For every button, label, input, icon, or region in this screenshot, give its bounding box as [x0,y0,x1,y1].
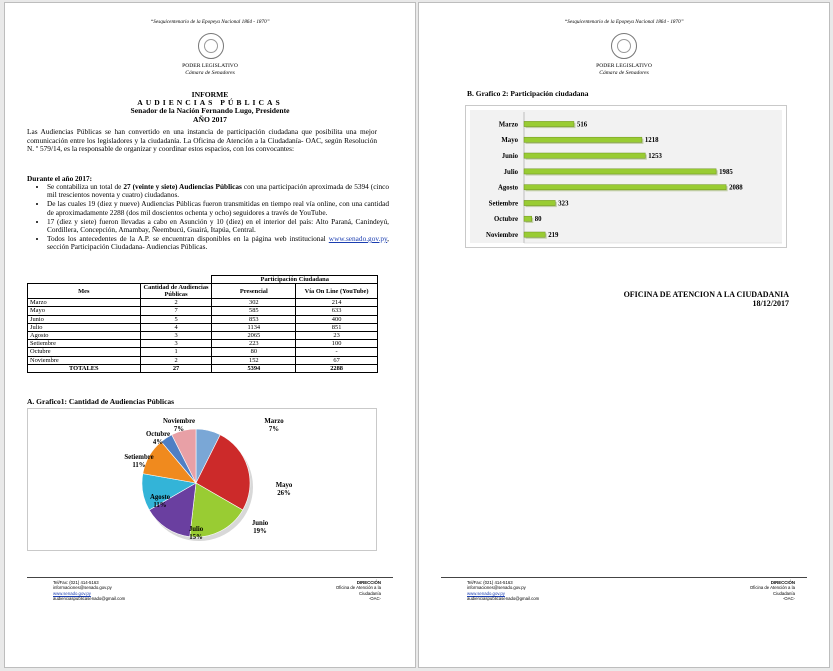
cell-online: - [296,348,378,356]
cell-online: 851 [296,323,378,331]
org-name: PODER LEGISLATIVO [596,63,652,69]
pie-label-category: Marzo [264,418,284,425]
bar-category-label: Julio [503,168,518,176]
pie-label-octubre [138,431,178,446]
cell-presencial: 585 [212,307,296,315]
table-group-header-row [28,276,378,284]
pie-label-percent: 4% [152,438,164,446]
footer-direction-title: DIRECCIÓN [356,580,381,585]
totals-label: TOTALES [28,364,141,372]
bar-octubre [524,216,532,221]
table-row [28,340,378,348]
cell-cantidad: 7 [140,307,212,315]
footer-divider [441,577,807,578]
cell-cantidad: 1 [140,348,212,356]
blank-cell [28,276,141,284]
header-online: Vía On Line (YouTube) [296,284,378,299]
cell-mes: Marzo [28,299,141,307]
totals-presencial: 5394 [212,364,296,372]
office-name: OFICINA DE ATENCION A LA CIUDADANIA [623,290,789,299]
footer-contact [53,580,125,601]
pie-label-percent: 7% [268,425,280,433]
header-quote: “Sesquicentenario de la Epopeya Nacional 1864 - 1870” [564,19,684,25]
pie-label-setiembre [119,454,159,469]
bullet-total [47,183,389,200]
senate-seal-icon [198,33,224,59]
bullet-text: con una participación aproximada de 5394 (cinco mil trescientos noventa y cuatro) ciudadanos. [47,182,389,200]
bullet-text: , sección Participación Ciudadana- Audiencias Públicas. [47,233,389,252]
report-page-1 [4,2,416,668]
during-year-label: Durante el año 2017: [27,174,93,183]
header-cantidad: Cantidad de Audiencias Públicas [140,284,212,299]
bar-junio [524,153,645,158]
cell-cantidad: 5 [140,315,212,323]
pie-label-percent: 19% [253,527,267,535]
table-row [28,299,378,307]
bar-category-label: Octubre [493,216,518,224]
bullet-website [47,235,389,252]
bar-value-label: 1253 [648,153,662,160]
footer-direction [750,580,795,601]
table-row [28,307,378,315]
bar-chart-svg [466,106,788,249]
cell-presencial: 1134 [212,323,296,331]
footer-email-2: audienciaspublicasenado@gmail.com [467,595,540,601]
header-organization [419,63,829,76]
senate-seal-icon [611,33,637,59]
table-totals-row [28,364,378,372]
bar-noviembre [524,232,545,237]
cell-presencial: 302 [212,299,296,307]
totals-online: 2288 [296,364,378,372]
footer-divider [27,577,393,578]
cell-mes: Julio [28,323,141,331]
bar-marzo [524,121,574,126]
cell-online: 67 [296,356,378,364]
cell-presencial: 223 [212,340,296,348]
footer-direction-line: Oficina de Atención a la [335,585,381,591]
table-row [28,323,378,331]
table-row [28,315,378,323]
footer-email-2: audienciaspublicasenado@gmail.com [53,595,126,601]
footer-direction-line: -OAC- [368,595,381,601]
title-line-2: AUDIENCIAS PÚBLICAS [137,98,283,108]
bar-value-label: 1985 [719,168,733,176]
cell-online: 214 [296,299,378,307]
cell-presencial: 853 [212,315,296,323]
pie-chart [27,408,377,551]
org-chamber: Cámara de Senadores [185,69,235,76]
footer-direction-line: Ciudadanía [359,590,381,596]
pie-label-noviembre [159,418,199,433]
footer-email: informaciones@senado.gov.py [467,585,526,591]
pie-label-julio [176,526,216,541]
pie-label-percent: 11% [132,461,146,469]
cell-presencial: 2065 [212,332,296,340]
title-line-4: AÑO 2017 [193,114,227,124]
pie-label-percent: 15% [189,533,203,541]
senado-website-link[interactable]: www.senado.gov.py [328,233,388,243]
pie-label-category: Setiembre [124,454,154,461]
cell-mes: Octubre [28,348,141,356]
bar-agosto [524,185,726,190]
org-name: PODER LEGISLATIVO [182,63,238,69]
footer-email: informaciones@senado.gov.py [53,585,112,591]
bar-category-label: Mayo [501,137,518,145]
cell-mes: Setiembre [28,340,141,348]
report-title [5,91,415,124]
header-mes: Mes [28,284,141,299]
bar-category-label: Agosto [497,184,518,192]
table-row [28,356,378,364]
cell-cantidad: 2 [140,299,212,307]
pie-label-category: Noviembre [163,418,195,425]
bar-category-label: Junio [501,153,518,160]
bar-category-label: Setiembre [488,200,518,208]
footer-direction-line: -OAC- [782,595,795,601]
pie-label-category: Octubre [145,431,171,438]
pie-label-category: Julio [188,526,204,533]
bar-value-label: 1218 [644,137,659,145]
footer-phone: Tel/Fax: (021) 414-5163 [53,580,99,585]
footer-contact [467,580,539,601]
footer-direction-line: Oficina de Atención a la [749,585,795,591]
cell-online: 100 [296,340,378,348]
bar-value-label: 219 [548,232,559,239]
table-row [28,348,378,356]
group-header-cell: Participación Ciudadana [212,276,378,284]
footer-website-link[interactable]: www.senado.gov.py [53,590,91,596]
bar-value-label: 80 [534,216,542,224]
bar-chart [465,105,787,248]
cell-online: 23 [296,332,378,340]
bar-value-label: 516 [576,121,588,129]
bullet-text: Todos los antecedentes de la A.P. se encuentran disponibles en la página web institucional [47,233,329,243]
bullet-locations: • 17 (diez y siete) fueron llevadas a cabo en Asunción y 10 (diez) en el interior del país: Alto Paraná, Canindeyú, Cordillera, Concepción, Amambay, Ñeembucú, Guairá, Itapúa, Central. [47,218,389,235]
header-organization [5,63,415,76]
table-row [28,332,378,340]
bullet-bold-text: 27 (veinte y siete) Audiencias Públicas [123,182,242,191]
bar-category-label: Marzo [498,121,518,129]
intro-paragraph: Las Audiencias Públicas se han convertido en una instancia de participación ciudadana que posibilita una mejor comunicación entre los legisladores y la ciudadanía. La Oficina de Atención a la Ciudadanía- OAC, según Resolución N. º 579/14, es la responsable de organizar y coordinar estos espacios, con los convocantes: [27,127,377,154]
report-date: 18/12/2017 [752,299,789,309]
header-quote: “Sesquicentenario de la Epopeya Nacional 1864 - 1870” [150,19,270,25]
signature-block [624,290,789,309]
pie-label-marzo [254,418,294,433]
footer-direction-title: DIRECCIÓN [770,580,795,585]
cell-cantidad: 3 [140,332,212,340]
pie-label-agosto [140,494,180,509]
pie-label-percent: 7% [173,425,185,433]
bar-category-label: Noviembre [486,232,518,239]
bullet-online: • De las cuales 19 (diez y nueve) Audiencias Públicas fueron transmitidas en tiempo real vía online, con una cantidad de aproximadamente 2288 (dos mil doscientos ochenta y ocho) seguidores a través de YouTube. [47,200,389,217]
cell-mes: Agosto [28,332,141,340]
cell-mes: Mayo [28,307,141,315]
cell-cantidad: 2 [140,356,212,364]
header-presencial: Presencial [212,284,296,299]
blank-cell [140,276,212,284]
table-body [28,299,378,365]
pie-label-category: Mayo [275,482,293,489]
footer-phone: Tel/Fax: (021) 414-5163 [467,580,513,585]
bar-julio [524,169,716,174]
cell-online: 400 [296,315,378,323]
cell-mes: Junio [28,315,141,323]
table-header-row [28,284,378,299]
bar-mayo [524,137,642,142]
cell-cantidad: 4 [140,323,212,331]
footer-website-link[interactable]: www.senado.gov.py [467,590,505,596]
bar-chart-title: B. Grafico 2: Participación ciudadana [467,89,589,98]
summary-bullets [35,183,389,252]
totals-cantidad: 27 [140,364,212,372]
org-chamber: Cámara de Senadores [599,69,649,76]
cell-online: 633 [296,307,378,315]
bar-value-label: 2088 [729,184,743,192]
pie-label-percent: 26% [277,489,291,497]
bar-value-label: 323 [558,200,569,208]
pie-label-category: Agosto [149,494,170,501]
cell-cantidad: 3 [140,340,212,348]
pie-label-mayo [264,482,304,497]
footer-direction [336,580,381,601]
bar-setiembre [524,200,555,205]
footer-direction-line: Ciudadanía [773,590,795,596]
audiences-table [27,275,378,373]
cell-presencial: 152 [212,356,296,364]
pie-label-percent: 11% [153,501,167,509]
cell-presencial: 80 [212,348,296,356]
cell-mes: Noviembre [28,356,141,364]
pie-label-category: Junio [251,520,269,527]
title-line-3: Senador de la Nación Fernando Lugo, Presidente [130,106,290,116]
title-line-1: INFORME [191,90,229,99]
report-page-2 [418,2,830,668]
bullet-text: Se contabiliza un total de [47,182,124,191]
pie-chart-title: A. Grafico1: Cantidad de Audiencias Públicas [27,397,175,406]
pie-label-junio [240,520,280,535]
